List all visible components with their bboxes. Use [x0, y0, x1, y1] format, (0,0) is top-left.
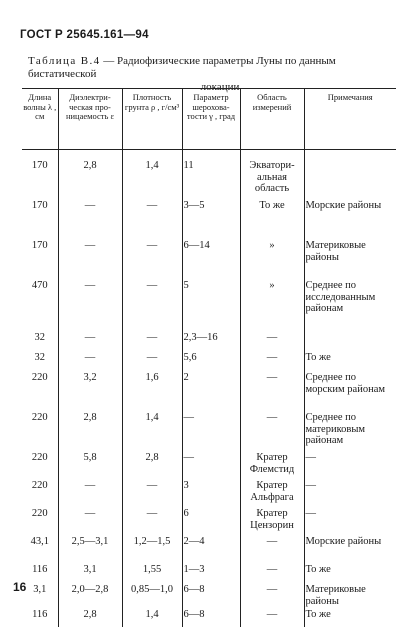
- cell-region: —: [240, 582, 304, 607]
- cell-wavelength: 32: [34, 352, 45, 363]
- header-region: Область измерений: [240, 89, 304, 150]
- cell-notes: [304, 158, 396, 198]
- cell-wavelength: 116: [32, 609, 48, 620]
- cell-region: »: [240, 278, 304, 330]
- cell-wavelength: 170: [31, 160, 48, 171]
- cell-notes: Среднее по исследованным районам: [304, 278, 396, 330]
- table-row: [22, 478, 396, 506]
- cell-notes: То же: [304, 607, 396, 627]
- table-row: [22, 506, 396, 534]
- cell-permittivity: 3,1: [58, 562, 122, 582]
- cell-permittivity: 2,5—3,1: [58, 534, 122, 562]
- cell-roughness: 3: [182, 478, 240, 506]
- table-row: [22, 158, 396, 198]
- table-row: [22, 370, 396, 410]
- cell-roughness: 3—5: [182, 198, 240, 238]
- cell-permittivity: —: [58, 330, 122, 350]
- cell-roughness: —: [182, 410, 240, 450]
- cell-wavelength: 116: [32, 564, 48, 575]
- cell-permittivity: —: [58, 198, 122, 238]
- table-row: [22, 410, 396, 450]
- cell-permittivity: 2,0—2,8: [58, 582, 122, 607]
- table-caption-lead: Таблица В.4: [28, 55, 101, 67]
- cell-density: —: [122, 330, 182, 350]
- header-roughness: Параметр шерохова-тости γ , град: [182, 89, 240, 150]
- cell-region: Кратер Альфрага: [240, 478, 304, 506]
- cell-wavelength: 220: [31, 508, 48, 519]
- cell-density: —: [122, 198, 182, 238]
- table-header-row: [22, 89, 396, 150]
- table-row: [22, 238, 396, 278]
- cell-roughness: 11: [182, 158, 240, 198]
- cell-density: 1,6: [122, 370, 182, 410]
- cell-roughness: 6: [182, 506, 240, 534]
- cell-notes: Среднее по материковым районам: [304, 410, 396, 450]
- table-row: [22, 607, 396, 627]
- cell-density: —: [122, 478, 182, 506]
- cell-density: 2,8: [122, 450, 182, 478]
- cell-permittivity: 2,8: [58, 158, 122, 198]
- header-permittivity: Диэлектри-ческая про-ницаемость ε: [58, 89, 122, 150]
- cell-notes: Морские районы: [304, 534, 396, 562]
- cell-notes: Материковые районы: [304, 238, 396, 278]
- table-spacer-row: [22, 150, 396, 159]
- table-caption-text-line2: локации: [200, 81, 240, 93]
- cell-roughness: 2,3—16: [182, 330, 240, 350]
- table-caption-text: — Радиофизические параметры Луны по данным бистатической: [28, 55, 336, 80]
- cell-notes: То же: [304, 562, 396, 582]
- cell-notes: —: [304, 478, 396, 506]
- cell-roughness: 6—8: [182, 607, 240, 627]
- cell-region: »: [240, 238, 304, 278]
- table-row: [22, 582, 396, 607]
- cell-region: —: [240, 534, 304, 562]
- cell-notes: Среднее по морским районам: [304, 370, 396, 410]
- cell-wavelength: 43,1: [30, 536, 49, 547]
- cell-notes: Морские районы: [304, 198, 396, 238]
- cell-wavelength: 470: [31, 280, 48, 291]
- parameters-table: [22, 88, 396, 627]
- cell-region: Кратер Флемстид: [240, 450, 304, 478]
- cell-roughness: 5: [182, 278, 240, 330]
- cell-density: —: [122, 278, 182, 330]
- cell-roughness: 1—3: [182, 562, 240, 582]
- cell-density: 1,4: [122, 410, 182, 450]
- cell-wavelength: 32: [34, 332, 45, 343]
- cell-wavelength: 220: [31, 412, 48, 423]
- cell-notes: Материковые районы: [304, 582, 396, 607]
- cell-region: —: [240, 562, 304, 582]
- table-row: [22, 198, 396, 238]
- cell-roughness: 6—14: [182, 238, 240, 278]
- table-row: [22, 450, 396, 478]
- cell-permittivity: —: [58, 478, 122, 506]
- page-number: 16: [13, 580, 27, 594]
- cell-region: Кратер Цензорин: [240, 506, 304, 534]
- cell-notes: —: [304, 450, 396, 478]
- cell-roughness: 5,6: [182, 350, 240, 370]
- cell-permittivity: —: [58, 238, 122, 278]
- cell-density: 1,4: [122, 607, 182, 627]
- standard-header: ГОСТ Р 25645.161—94: [20, 29, 149, 41]
- header-wavelength: Длина волны λ , см: [22, 89, 58, 150]
- table-body: [22, 150, 396, 628]
- cell-notes: —: [304, 506, 396, 534]
- cell-region: —: [240, 350, 304, 370]
- cell-density: 0,85—1,0: [122, 582, 182, 607]
- table-row: [22, 562, 396, 582]
- cell-roughness: 6—8: [182, 582, 240, 607]
- cell-roughness: —: [182, 450, 240, 478]
- cell-permittivity: 2,8: [58, 410, 122, 450]
- cell-wavelength: 3,1: [33, 584, 47, 595]
- cell-density: —: [122, 506, 182, 534]
- header-notes: Примечания: [304, 89, 396, 150]
- cell-region: —: [240, 330, 304, 350]
- cell-permittivity: —: [58, 350, 122, 370]
- cell-notes: [304, 330, 396, 350]
- cell-density: —: [122, 350, 182, 370]
- cell-region: —: [240, 410, 304, 450]
- cell-permittivity: —: [58, 506, 122, 534]
- table-row: [22, 350, 396, 370]
- header-density: Плотность грунта ρ , г/см³: [122, 89, 182, 150]
- cell-wavelength: 220: [31, 480, 48, 491]
- table-row: [22, 278, 396, 330]
- cell-region: Экватори-альная область: [240, 158, 304, 198]
- cell-notes: То же: [304, 350, 396, 370]
- cell-density: 1,55: [122, 562, 182, 582]
- cell-region: —: [240, 370, 304, 410]
- cell-density: —: [122, 238, 182, 278]
- cell-wavelength: 170: [31, 200, 48, 211]
- cell-permittivity: 2,8: [58, 607, 122, 627]
- cell-region: То же: [240, 198, 304, 238]
- cell-region: —: [240, 607, 304, 627]
- cell-permittivity: 3,2: [58, 370, 122, 410]
- cell-roughness: 2: [182, 370, 240, 410]
- cell-density: 1,4: [122, 158, 182, 198]
- table-row: [22, 534, 396, 562]
- cell-wavelength: 170: [31, 240, 48, 251]
- table-row: [22, 330, 396, 350]
- cell-permittivity: 5,8: [58, 450, 122, 478]
- cell-permittivity: —: [58, 278, 122, 330]
- cell-density: 1,2—1,5: [122, 534, 182, 562]
- cell-wavelength: 220: [31, 372, 48, 383]
- cell-roughness: 2—4: [182, 534, 240, 562]
- cell-wavelength: 220: [31, 452, 48, 463]
